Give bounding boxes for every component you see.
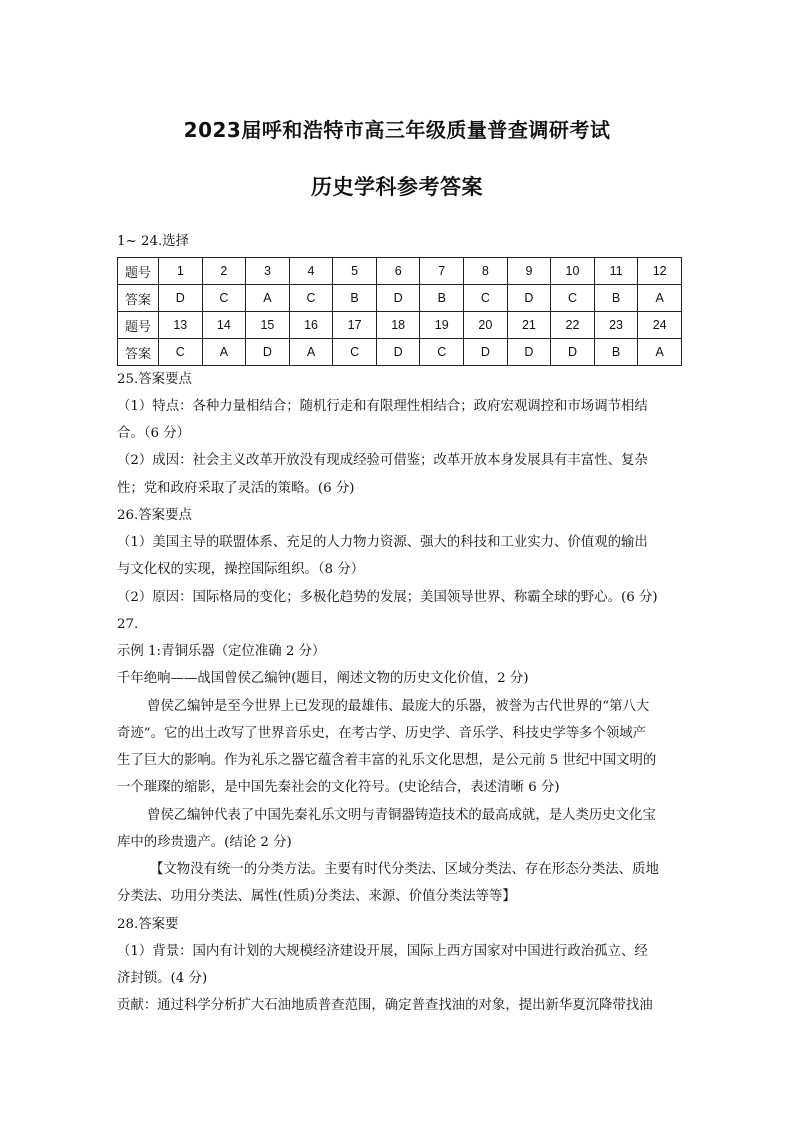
question-number: 13 — [159, 312, 203, 339]
table-row — [118, 285, 682, 312]
paragraph-line: （2）成因：社会主义改革开放没有现成经验可借鉴；改革开放本身发展具有丰富性、复杂 — [117, 453, 648, 468]
table-row — [118, 258, 682, 285]
answer-cell: B — [420, 285, 464, 312]
question-number: 4 — [289, 258, 333, 285]
question-number: 22 — [551, 312, 595, 339]
answer-cell: A — [246, 285, 290, 312]
answer-cell: A — [638, 285, 682, 312]
question-number: 18 — [376, 312, 420, 339]
question-number: 24 — [638, 312, 682, 339]
question-number: 1 — [159, 258, 203, 285]
question-number: 8 — [464, 258, 508, 285]
question-number: 16 — [289, 312, 333, 339]
paragraph-line: （2）原因：国际格局的变化；多极化趋势的发展；美国领导世界、称霸全球的野心。(6 分) — [117, 590, 658, 605]
paragraph-line: （1）背景：国内有计划的大规模经济建设开展，国际上西方国家对中国进行政治孤立、经 — [117, 944, 648, 959]
row-label-question: 题号 — [118, 312, 159, 339]
question-number: 5 — [333, 258, 377, 285]
question-number: 10 — [551, 258, 595, 285]
answer-cell: D — [507, 285, 551, 312]
section-heading-27: 27. — [117, 617, 139, 632]
question-number: 2 — [202, 258, 246, 285]
answer-cell: D — [464, 339, 508, 366]
answer-cell: C — [159, 339, 203, 366]
table-row — [118, 312, 682, 339]
question-number: 15 — [246, 312, 290, 339]
answer-cell: D — [507, 339, 551, 366]
answer-cell: D — [246, 339, 290, 366]
answer-cell: A — [202, 339, 246, 366]
question-number: 7 — [420, 258, 464, 285]
answer-cell: C — [420, 339, 464, 366]
paragraph-line: 千年绝响——战国曾侯乙编钟(题目，阐述文物的历史文化价值，2 分) — [117, 671, 529, 686]
answer-cell: B — [333, 285, 377, 312]
question-number: 19 — [420, 312, 464, 339]
answer-cell: D — [376, 339, 420, 366]
section-heading-28: 28.答案要 — [117, 917, 179, 932]
paragraph-line: （1）美国主导的联盟体系、充足的人力物力资源、强大的科技和工业实力、价值观的输出 — [117, 535, 648, 550]
question-number: 14 — [202, 312, 246, 339]
document-title: 2023届呼和浩特市高三年级质量普查调研考试 — [183, 118, 611, 142]
row-label-answer: 答案 — [118, 285, 159, 312]
bracket-note-line: 分类法、功用分类法、属性(性质)分类法、来源、价值分类法等等】 — [117, 889, 516, 904]
paragraph-line: 一个璀璨的缩影，是中国先秦社会的文化符号。(史论结合，表述清晰 6 分) — [117, 780, 560, 795]
paragraph-line: （1）特点：各种力量相结合；随机行走和有限理性相结合；政府宏观调控和市场调节相结 — [117, 399, 648, 414]
answer-cell: D — [159, 285, 203, 312]
paragraph-line: 济封锁。(4 分) — [117, 971, 208, 986]
answer-cell: C — [289, 285, 333, 312]
answer-cell: B — [594, 339, 638, 366]
answer-cell: B — [594, 285, 638, 312]
question-number: 6 — [376, 258, 420, 285]
paragraph-line: 曾侯乙编钟代表了中国先秦礼乐文明与青铜器铸造技术的最高成就，是人类历史文化宝 — [147, 808, 656, 823]
paragraph-line: 与文化权的实现，操控国际组织。（8 分） — [117, 562, 365, 577]
choice-section-label: 1~ 24.选择 — [117, 234, 190, 249]
answer-cell: A — [289, 339, 333, 366]
paragraph-line: 库中的珍贵遗产。(结论 2 分) — [117, 835, 292, 850]
answer-cell: C — [551, 285, 595, 312]
table-row — [118, 339, 682, 366]
paragraph-line: 生了巨大的影响。作为礼乐之器它蕴含着丰富的礼乐文化思想，是公元前 5 世纪中国文明的 — [117, 753, 657, 768]
paragraph-line: 合。（6 分） — [117, 426, 191, 441]
answer-cell: C — [464, 285, 508, 312]
answer-cell: C — [333, 339, 377, 366]
question-number: 21 — [507, 312, 551, 339]
document-subtitle: 历史学科参考答案 — [311, 175, 483, 199]
section-heading-26: 26.答案要点 — [117, 508, 192, 523]
question-number: 9 — [507, 258, 551, 285]
paragraph-line: 曾侯乙编钟是至今世界上已发现的最雄伟、最庞大的乐器，被誉为古代世界的“第八大 — [147, 699, 650, 714]
row-label-question: 题号 — [118, 258, 159, 285]
question-number: 12 — [638, 258, 682, 285]
answer-cell: D — [376, 285, 420, 312]
question-number: 3 — [246, 258, 290, 285]
question-number: 11 — [594, 258, 638, 285]
paragraph-line: 性；党和政府采取了灵活的策略。(6 分) — [117, 481, 355, 496]
question-number: 23 — [594, 312, 638, 339]
question-number: 20 — [464, 312, 508, 339]
row-label-answer: 答案 — [118, 339, 159, 366]
paragraph-line: 奇迹”。它的出土改写了世界音乐史，在考古学、历史学、音乐学、科技史学等多个领域产 — [117, 726, 647, 741]
question-number: 17 — [333, 312, 377, 339]
paragraph-line: 贡献：通过科学分析扩大石油地质普查范围，确定普查找油的对象，提出新华夏沉降带找油 — [117, 998, 653, 1013]
paragraph-line: 示例 1:青铜乐器（定位准确 2 分） — [117, 644, 326, 659]
bracket-note-line: 【文物没有统一的分类方法。主要有时代分类法、区域分类法、存在形态分类法、质地 — [150, 862, 659, 877]
answer-cell: D — [551, 339, 595, 366]
section-heading-25: 25.答案要点 — [117, 372, 192, 387]
answer-cell: C — [202, 285, 246, 312]
answer-table — [117, 257, 682, 366]
answer-cell: A — [638, 339, 682, 366]
